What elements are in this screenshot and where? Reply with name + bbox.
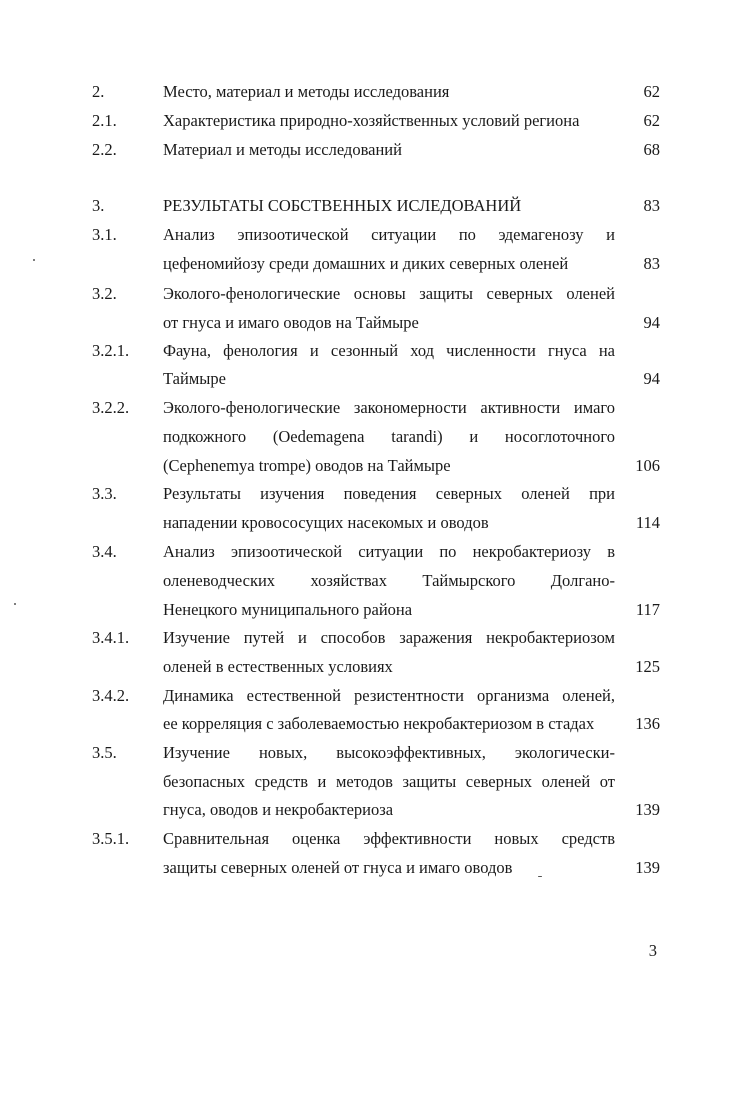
toc-page: 83 — [643, 196, 660, 215]
toc-page: 68 — [643, 140, 660, 159]
toc-title-continued: Таймыре — [163, 369, 226, 388]
toc-page: 114 — [635, 513, 660, 532]
toc-title: Изучение новых, высокоэффективных, экологически- — [163, 743, 615, 762]
toc-title: Место, материал и методы исследования — [163, 82, 450, 101]
scan-speck — [14, 603, 16, 605]
toc-title-continued: оленей в естественных условиях — [163, 657, 393, 676]
toc-title: Материал и методы исследований — [163, 140, 402, 159]
toc-page: 94 — [643, 313, 660, 332]
toc-title: Результаты изучения поведения северных оленей при — [163, 484, 615, 503]
toc-page: 62 — [643, 82, 660, 101]
toc-number: 3.5. — [92, 743, 117, 762]
toc-title: Сравнительная оценка эффективности новых средств — [163, 829, 615, 848]
toc-page: 125 — [635, 657, 660, 676]
toc-title-continued: цефеномийозу среди домашних и диких северных оленей — [163, 254, 569, 273]
toc-number: 3.2.2. — [92, 398, 130, 417]
toc-number: 3.1. — [92, 225, 117, 244]
toc-page: 117 — [635, 600, 660, 619]
toc-title-continued: оленеводческих хозяйствах Таймырского Долгано- — [163, 571, 615, 590]
toc-number: 2.2. — [92, 140, 117, 159]
toc-title: Анализ эпизоотической ситуации по эдемагенозу и — [163, 225, 615, 244]
toc-title: Динамика естественной резистентности организма оленей, — [163, 686, 615, 705]
toc-title: Изучение путей и способов заражения некробактериозом — [163, 628, 615, 647]
toc-title: Эколого-фенологические закономерности активности имаго — [163, 398, 615, 417]
toc-title: РЕЗУЛЬТАТЫ СОБСТВЕННЫХ ИСЛЕДОВАНИЙ — [163, 196, 522, 215]
toc-number: 3. — [92, 196, 105, 215]
toc-page: 139 — [635, 800, 660, 819]
scan-speck — [538, 876, 542, 877]
toc-number: 3.5.1. — [92, 829, 130, 848]
toc-page: 83 — [643, 254, 660, 273]
toc-page: 139 — [635, 858, 660, 877]
toc-number: 3.2.1. — [92, 341, 130, 360]
toc-title: Анализ эпизоотической ситуации по некробактериозу в — [163, 542, 615, 561]
toc-page: 106 — [635, 456, 660, 475]
toc-page: 62 — [643, 111, 660, 130]
toc-title-continued: гнуса, оводов и некробактериоза — [163, 800, 394, 819]
toc-number: 3.3. — [92, 484, 117, 503]
toc-title: Характеристика природно-хозяйственных условий региона — [163, 111, 580, 130]
toc-title-continued: нападении кровососущих насекомых и оводов — [163, 513, 489, 532]
toc-title-continued: подкожного (Oedemagena tarandi) и носоглоточного — [163, 427, 615, 446]
toc-number: 2. — [92, 82, 105, 101]
scan-speck — [33, 259, 35, 261]
toc-title-continued: безопасных средств и методов защиты северных оленей от — [163, 772, 615, 791]
toc-title: Фауна, фенология и сезонный ход численности гнуса на — [163, 341, 615, 360]
toc-number: 2.1. — [92, 111, 117, 130]
toc-number: 3.4.1. — [92, 628, 130, 647]
toc-page: 94 — [643, 369, 660, 388]
page-number: 3 — [648, 941, 657, 960]
toc-number: 3.4. — [92, 542, 117, 561]
toc-title-continued: Ненецкого муниципального района — [163, 600, 413, 619]
toc-page: 136 — [635, 714, 660, 733]
toc-title: Эколого-фенологические основы защиты северных оленей — [163, 284, 615, 303]
toc-title-continued: (Cephenemya trompe) оводов на Таймыре — [163, 456, 451, 475]
toc-number: 3.4.2. — [92, 686, 130, 705]
toc-title-continued: защиты северных оленей от гнуса и имаго оводов — [163, 858, 513, 877]
toc-title-continued: от гнуса и имаго оводов на Таймыре — [163, 313, 419, 332]
toc-title-continued: ее корреляция с заболеваемостью некробактериозом в стадах — [163, 714, 595, 733]
toc-number: 3.2. — [92, 284, 117, 303]
